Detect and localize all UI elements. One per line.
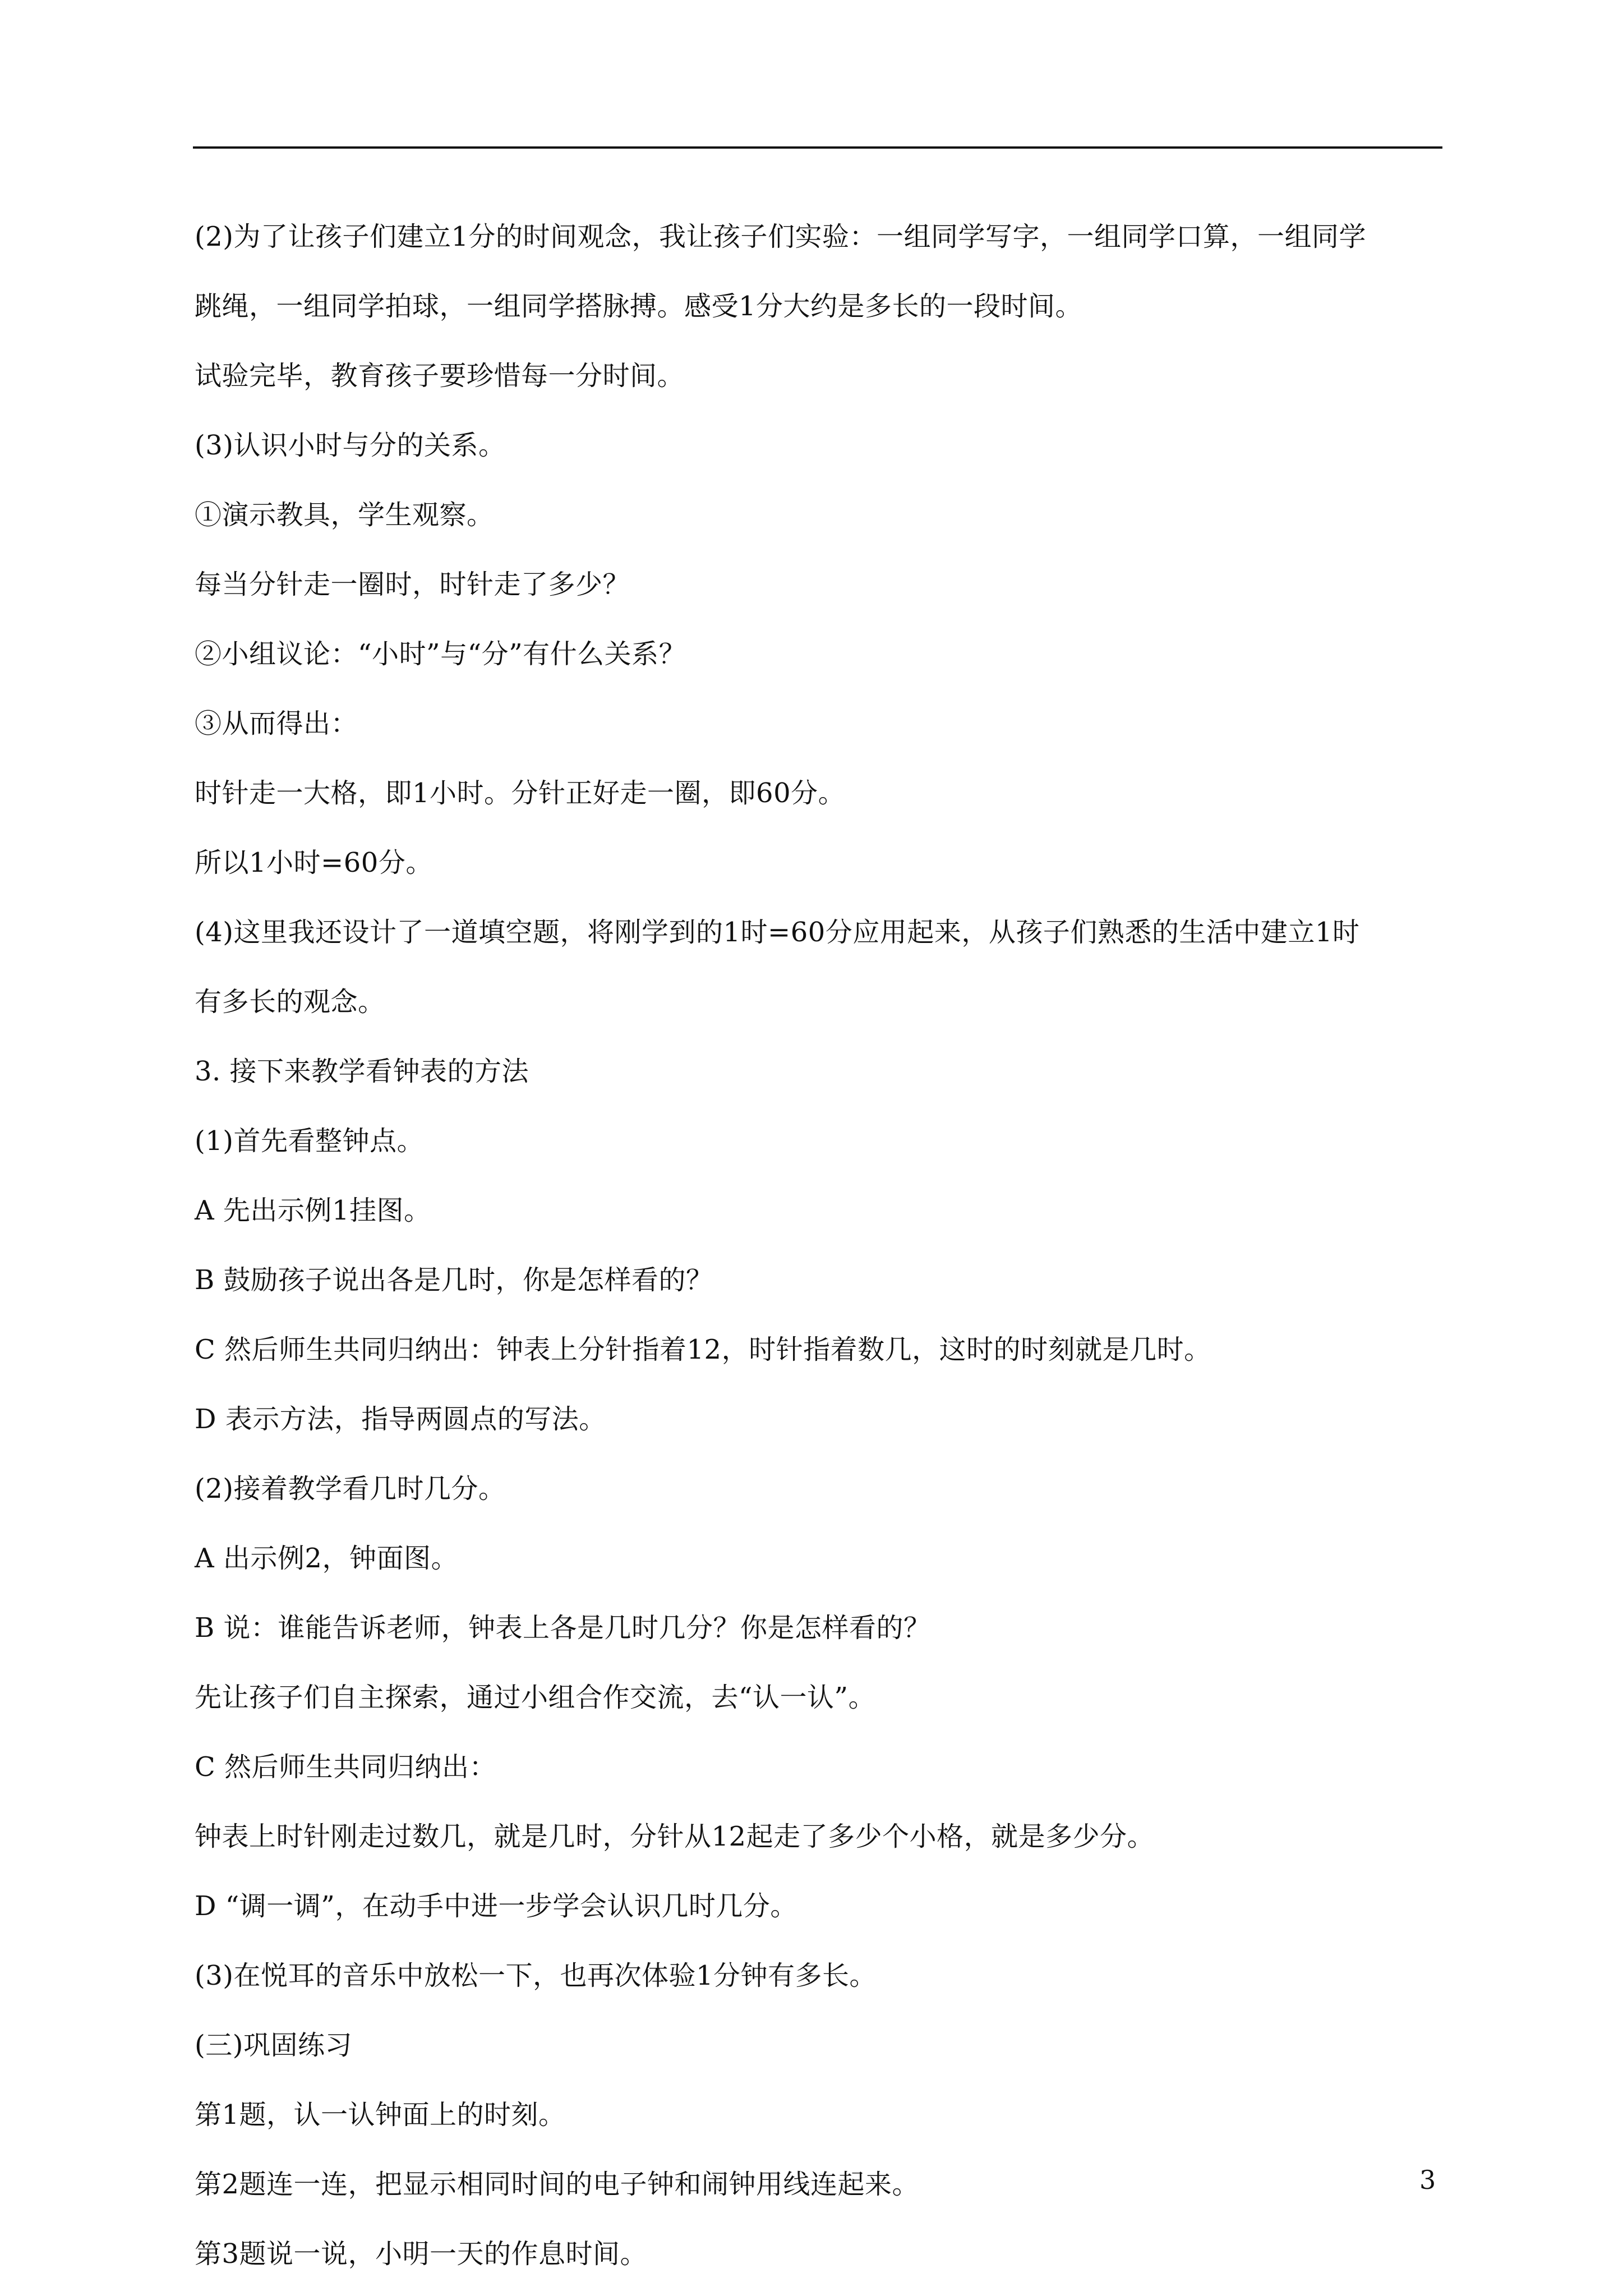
- text-line: C 然后师生共同归纳出：: [195, 1751, 496, 1783]
- text-line: 时针走一大格，即1小时。分针正好走一圈，即60分。: [195, 777, 846, 809]
- section-heading: (三)巩固练习: [195, 2030, 352, 2061]
- text-line: 试验完毕，教育孩子要珍惜每一分时间。: [195, 360, 685, 392]
- text-line: A 先出示例1挂图。: [195, 1195, 431, 1226]
- text-line: 第1题，认一认钟面上的时刻。: [195, 2099, 566, 2131]
- text-line: 有多长的观念。: [195, 986, 385, 1018]
- text-line: 钟表上时针刚走过数几，就是几时，分针从12起走了多少个小格，就是多少分。: [195, 1821, 1155, 1852]
- text-line: D 表示方法，指导两圆点的写法。: [195, 1404, 606, 1435]
- text-line: 跳绳，一组同学拍球，一组同学搭脉搏。感受1分大约是多长的一段时间。: [195, 291, 1083, 322]
- text-line: 先让孩子们自主探索，通过小组合作交流，去“认一认”。: [195, 1682, 876, 1713]
- header-rule: [193, 146, 1442, 149]
- text-line: (3)认识小时与分的关系。: [195, 430, 506, 461]
- body-text: [195, 202, 1445, 2289]
- text-line: C 然后师生共同归纳出：钟表上分针指着12，时针指着数几，这时的时刻就是几时。: [195, 1334, 1211, 1365]
- section-heading: 3. 接下来教学看钟表的方法: [195, 1056, 529, 1087]
- text-line: A 出示例2，钟面图。: [195, 1543, 458, 1574]
- text-line: 第2题连一连，把显示相同时间的电子钟和闹钟用线连起来。: [195, 2169, 920, 2200]
- text-line: (3)在悦耳的音乐中放松一下，也再次体验1分钟有多长。: [195, 1960, 877, 1991]
- text-line: (1)首先看整钟点。: [195, 1125, 424, 1157]
- text-line: ②小组议论：“小时”与“分”有什么关系？: [195, 638, 686, 670]
- text-line: D “调一调”，在动手中进一步学会认识几时几分。: [195, 1890, 797, 1922]
- page-number: 3: [1419, 2165, 1436, 2195]
- text-line: 所以1小时=60分。: [195, 847, 433, 878]
- text-line: 每当分针走一圈时，时针走了多少？: [195, 569, 630, 600]
- text-line: (2)接着教学看几时几分。: [195, 1473, 506, 1504]
- text-line: ①演示教具，学生观察。: [195, 499, 494, 531]
- text-line: (2)为了让孩子们建立1分的时间观念，我让孩子们实验：一组同学写字，一组同学口算，一组同学: [195, 221, 1367, 252]
- text-line: (4)这里我还设计了一道填空题，将刚学到的1时=60分应用起来，从孩子们熟悉的生活中建立1时: [195, 917, 1360, 948]
- text-line: B 鼓励孩子说出各是几时，你是怎样看的？: [195, 1264, 713, 1296]
- text-line: 第3题说一说，小明一天的作息时间。: [195, 2238, 648, 2270]
- text-line: ③从而得出：: [195, 708, 358, 739]
- text-line: B 说：谁能告诉老师，钟表上各是几时几分？你是怎样看的？: [195, 1612, 931, 1644]
